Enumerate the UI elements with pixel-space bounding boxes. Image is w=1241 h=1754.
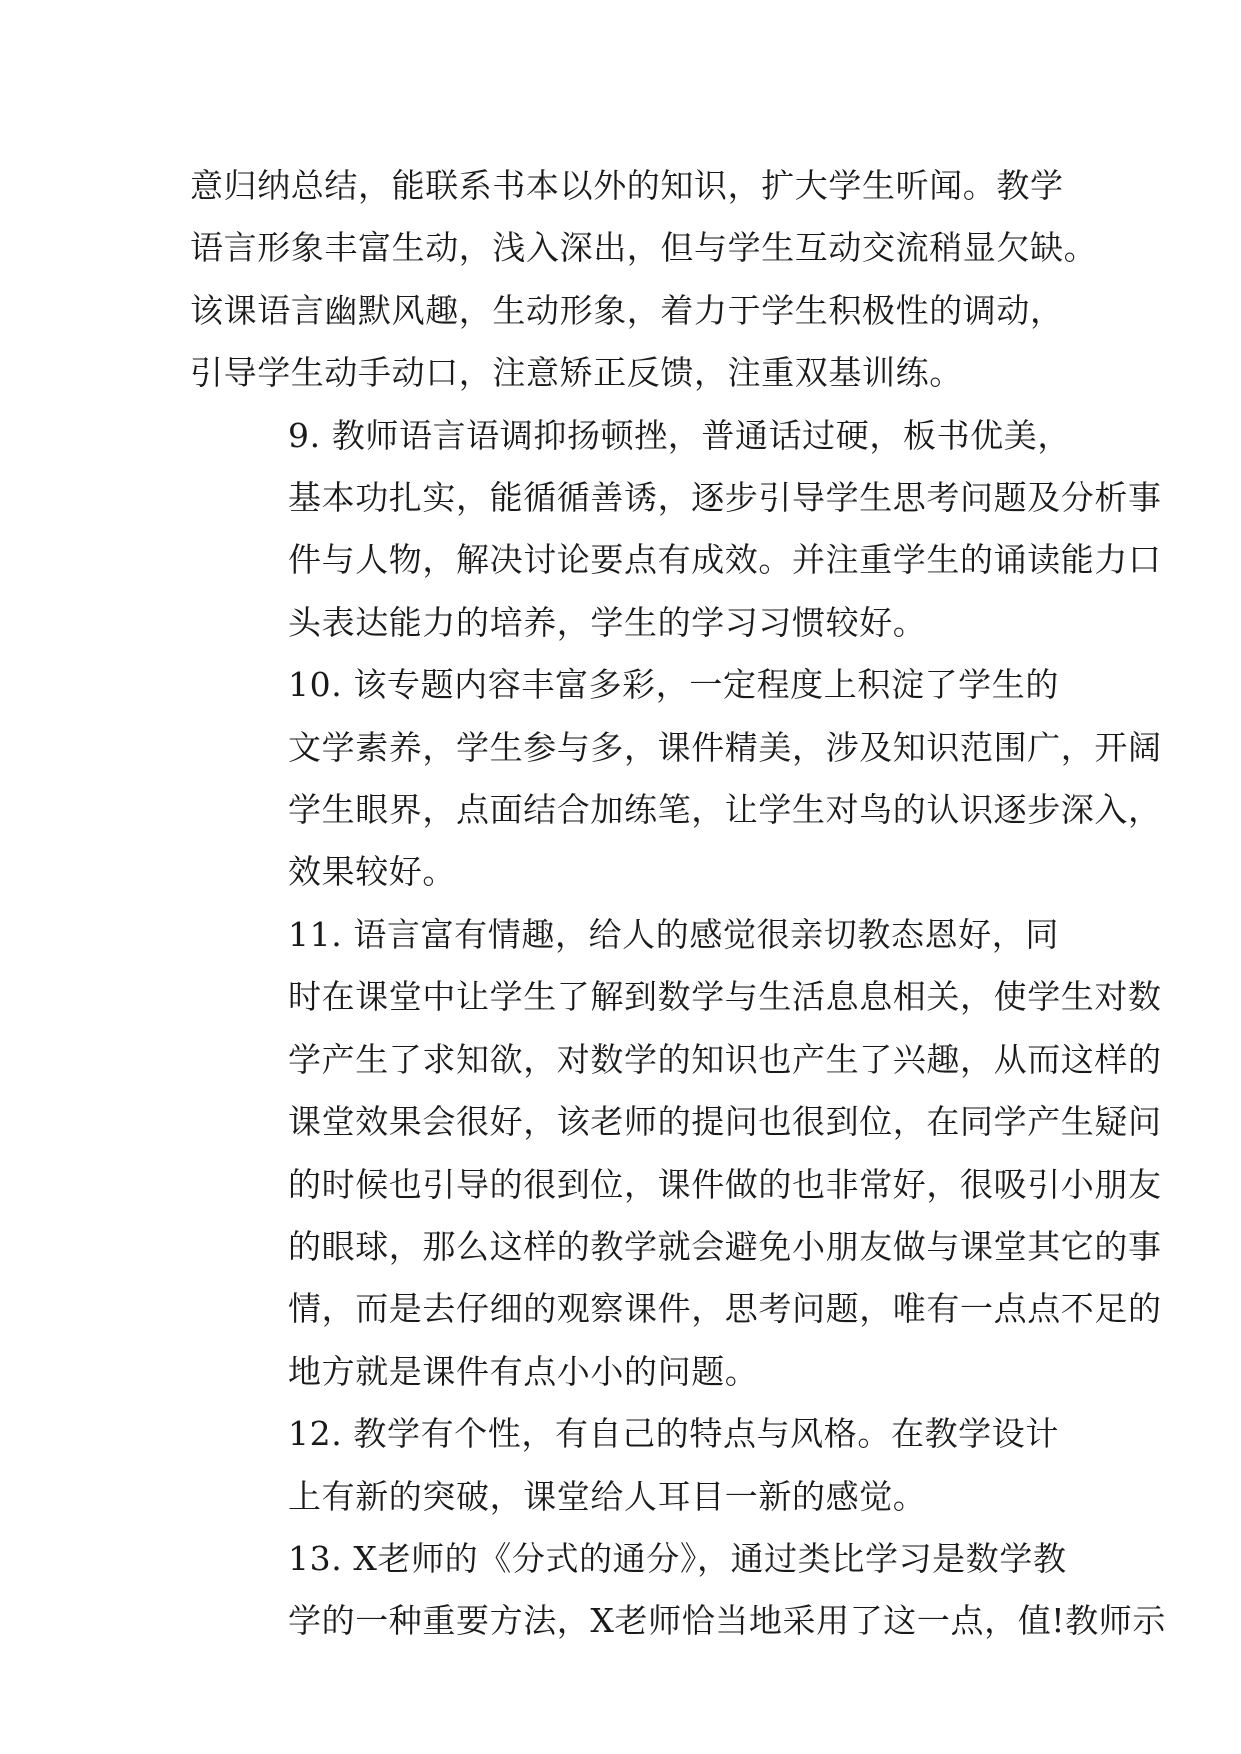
text-line: 头表达能力的培养，学生的学习习惯较好。 [288,602,927,642]
paragraph-item-9 [190,405,1162,655]
text-line: 意归纳总结，能联系书本以外的知识，扩大学生听闻。教学 [190,166,1064,205]
text-line: 情，而是去仔细的观察课件，思考问题，唯有一点点不足的 [288,1289,1162,1329]
text-line: 的时候也引导的很到位，课件做的也非常好，很吸引小朋友 [288,1164,1162,1204]
text-line: 的眼球，那么这样的教学就会避免小朋友做与课堂其它的事 [288,1226,1162,1266]
document-body [190,155,1166,1653]
text-line: 上有新的突破，课堂给人耳目一新的感觉。 [288,1476,927,1516]
text-line: 基本功扎实，能循循善诱，逐步引导学生思考问题及分析事 [288,478,1162,518]
text-line: 引导学生动手动口，注意矫正反馈，注重双基训练。 [190,353,963,393]
text-line: 10. 该专题内容丰富多彩，一定程度上积淀了学生的 [288,665,1059,705]
paragraph-item-13 [190,1528,1166,1653]
text-line: 文学素养，学生参与多，课件精美，涉及知识范围广，开阔 [288,727,1162,767]
text-line: 11. 语言富有情趣，给人的感觉很亲切教态恩好，同 [288,914,1059,954]
text-line: 13. X老师的《分式的通分》，通过类比学习是数学教 [288,1538,1067,1578]
text-line: 语言形象丰富生动，浅入深出，但与学生互动交流稍显欠缺。 [190,228,1098,268]
paragraph-item-11 [190,904,1162,1403]
text-line: 地方就是课件有点小小的问题。 [288,1351,759,1391]
text-line: 12. 教学有个性，有自己的特点与风格。在教学设计 [288,1414,1059,1454]
text-line: 课堂效果会很好，该老师的提问也很到位，在同学产生疑问 [288,1102,1162,1142]
text-line: 该课语言幽默风趣，生动形象，着力于学生积极性的调动， [190,290,1064,330]
text-line: 学的一种重要方法，X老师恰当地采用了这一点，值!教师示 [288,1601,1166,1641]
text-line: 效果较好。 [288,852,456,892]
text-line: 时在课堂中让学生了解到数学与生活息息相关，使学生对数 [288,977,1162,1017]
paragraph-continuation [190,155,1098,405]
text-line: 学产生了求知欲，对数学的知识也产生了兴趣，从而这样的 [288,1039,1162,1079]
text-line: 学生眼界，点面结合加练笔，让学生对鸟的认识逐步深入， [288,790,1162,830]
paragraph-item-12 [190,1403,1060,1528]
text-line: 9. 教师语言语调抑扬顿挫，普通话过硬，板书优美， [288,415,1071,455]
paragraph-item-10 [190,654,1162,904]
text-line: 件与人物，解决讨论要点有成效。并注重学生的诵读能力口 [288,540,1162,580]
